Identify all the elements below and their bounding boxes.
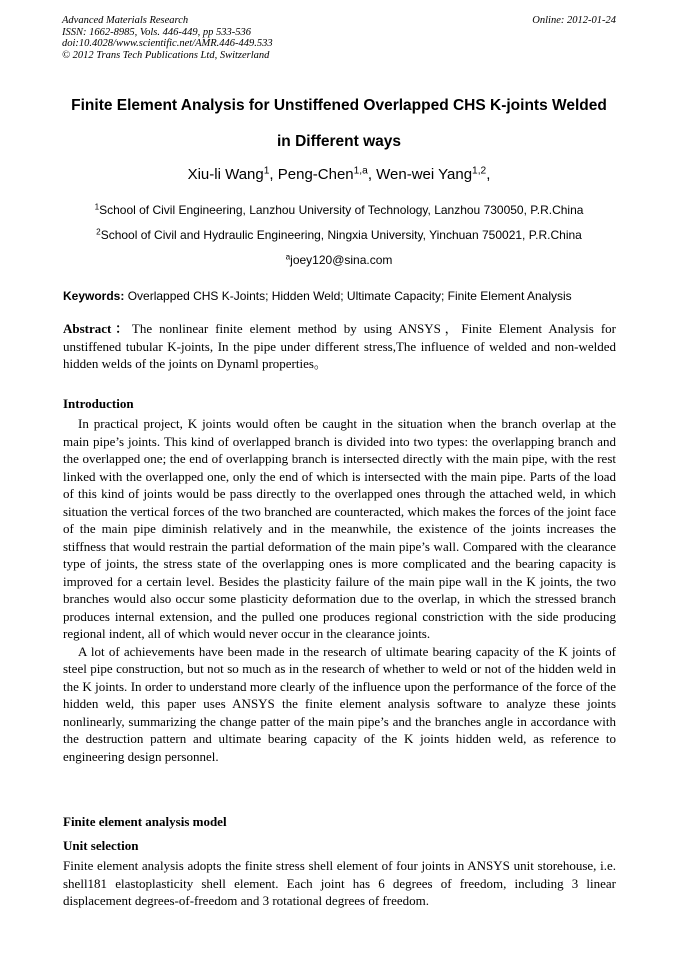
author-email: $^a$joey120@sina.com	[285, 252, 393, 267]
journal-name: Advanced Materials Research	[62, 15, 189, 26]
journal-header	[62, 15, 616, 61]
intro-paragraph-1: In practical project, K joints would often be caught in the situation when the branch overlap at the main pipe’s joints. This kind of overlapped branch is divided into two types: the overlapping branch and the overlapped one; the end of overlapping branch is intersected directly with the main pipe, with the rest linked with the overlapped one, only the end of which is intersected with the main pipe. Parts of the load of this kind of joints would be pass directly to the overlapped ones through the attached weld, in which situation the vertical forces of the two branched are counteracted, which makes the forces of the joint face of the main pipe diminish relatively and in the meanwhile, the existence of the joints increases the stiffness that would restrain the partial deformation of the main pipe’s wall. Compared with the clearance type of joints, the stress state of the overlapping ones is more complicated and the bearing capacity is improved for a certain level. Besides the plasticity failure of the main pipe wall in the K joints, the two branches would also occur some plasticity deformation due to the overlap, in which the stressed branch produces internal extension, and the pulled one produces regional constriction with the side producing regional indent, all of which would never occur in the clearance joints.	[63, 416, 616, 641]
fea-model-heading: Finite element analysis model	[63, 814, 227, 829]
affiliation-2: $^2$School of Civil and Hydraulic Engineering, Ningxia University, Yinchuan 750021, P.R.China	[96, 227, 582, 242]
title-line-2: in Different ways	[276, 133, 402, 150]
unit-selection-body	[63, 857, 616, 910]
unit-paragraph: Finite element analysis adopts the finite stress shell element of four joints in ANSYS unit storehouse, i.e. shell181 elastoplasticity shell element. Each joint has 6 degrees of freedom, including 3 linear displacement degrees-of-freedom and 3 rotational degrees of freedom.	[63, 858, 616, 908]
keywords	[63, 289, 616, 303]
keywords-text: Overlapped CHS K-Joints; Hidden Weld; Ultimate Capacity; Finite Element Analysis	[127, 289, 572, 303]
affiliation-1: $^1$School of Civil Engineering, Lanzhou University of Technology, Lanzhou 730050, P.R.China	[94, 202, 584, 217]
author-name: Peng-Chen	[277, 166, 354, 183]
abstract-text: The nonlinear finite element method by using ANSYS，Finite Element Analysis for unstiffened tubular K-joints, In the pipe under different stress,The influence of welded and non-welded hidden welds of the joints on Dynaml properties。	[63, 321, 616, 371]
unit-selection-heading: Unit selection	[63, 838, 139, 853]
keywords-label: Keywords:	[63, 289, 125, 303]
author-name: Xiu-li Wang	[187, 166, 264, 183]
author-name: Wen-wei Yang	[376, 166, 473, 183]
title-line-1: Finite Element Analysis for Unstiffened Overlapped CHS K-joints Welded	[71, 97, 607, 114]
abstract-label: Abstract：	[63, 321, 132, 336]
abstract	[63, 320, 616, 373]
intro-paragraph-2: A lot of achievements have been made in the research of ultimate bearing capacity of the K joints of steel pipe construction, but not so much as in the research of whether to weld or not of the hidden weld in the K joints. In order to understand more clearly of the influence upon the performance of the force of the hidden weld, this paper uses ANSYS the finite element analysis software to analyze these joints nonlinearly, summarizing the change patter of the main pipe’s and the branches angle in accordance with the destruction pattern and ultimate bearing capacity of the K joints hidden weld, as reference to engineering design personnel.	[63, 643, 616, 764]
copyright-line: © 2012 Trans Tech Publications Ltd, Switzerland	[62, 49, 270, 61]
author-affil-mark: 1	[263, 165, 270, 177]
author-list: Xiu-li Wang$^1$, Peng-Chen$^{1,a}$, Wen-wei Yang$^{1,2}$,	[187, 165, 491, 183]
author-affil-mark: 1,a	[353, 165, 368, 177]
introduction-body	[63, 415, 616, 765]
paper-title	[40, 88, 638, 160]
introduction-heading: Introduction	[63, 396, 134, 411]
issn-line: ISSN: 1662-8985, Vols. 446-449, pp 533-536	[62, 26, 251, 38]
online-date: Online: 2012-01-24	[532, 15, 616, 26]
doi-line: doi:10.4028/www.scientific.net/AMR.446-449.533	[62, 38, 273, 49]
author-affil-mark: 1,2	[472, 165, 487, 177]
